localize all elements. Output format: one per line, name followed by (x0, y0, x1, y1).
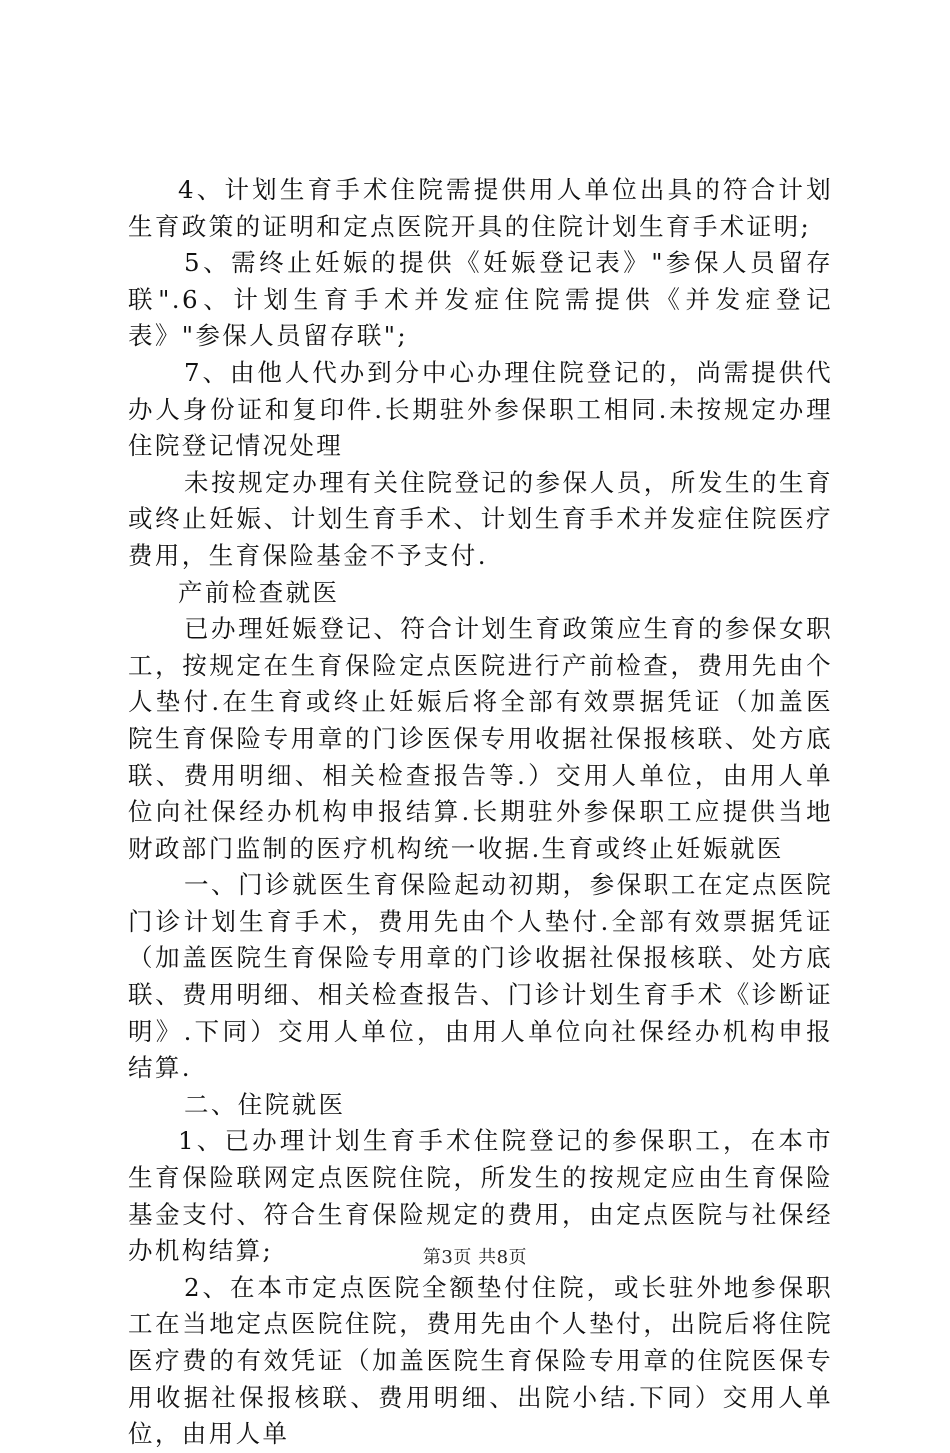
section-heading-inpatient: 二、住院就医 (184, 1089, 346, 1119)
paragraph-outpatient: 一、门诊就医生育保险起动初期，参保职工在定点医院门诊计划生育手术，费用先由个人垫付.全部有效票据凭证（加盖医院生育保险专用章的门诊收据社保报核联、处方底联、费用明细、相关检查报告、门诊计划生育手术《诊断证明》.下同）交用人单位，由用人单位向社保经办机构申报结算. (128, 870, 833, 1083)
paragraph-item-7: 7、由他人代办到分中心办理住院登记的，尚需提供代办人身份证和复印件.长期驻外参保职工相同.未按规定办理住院登记情况处理 (128, 357, 833, 461)
section-heading-prenatal: 产前检查就医 (178, 577, 340, 607)
paragraph-inpatient-1: 1、已办理计划生育手术住院登记的参保职工，在本市生育保险联网定点医院住院，所发生的按规定应由生育保险基金支付、符合生育保险规定的费用，由定点医院与社保经办机构结算; (128, 1126, 833, 1266)
paragraph-unregistered-handling: 未按规定办理有关住院登记的参保人员，所发生的生育或终止妊娠、计划生育手术、计划生育手术并发症住院医疗费用，生育保险基金不予支付. (128, 467, 833, 570)
page-number-footer: 第3页 共8页 (422, 1247, 528, 1268)
paragraph-item-4: 4、计划生育手术住院需提供用人单位出具的符合计划生育政策的证明和定点医院开具的住院计划生育手术证明; (128, 175, 833, 241)
paragraph-inpatient-2: 2、在本市定点医院全额垫付住院，或长驻外地参保职工在当地定点医院住院，费用先由个人垫付，出院后将住院医疗费的有效凭证（加盖医院生育保险专用章的住院医保专用收据社保报核联、费用明细、出院小结.下同）交用人单位，由用人单 (128, 1272, 833, 1449)
paragraph-item-5-6: 5、需终止妊娠的提供《妊娠登记表》"参保人员留存联".6、计划生育手术并发症住院需提供《并发症登记表》"参保人员留存联"; (128, 248, 833, 351)
paragraph-prenatal: 已办理妊娠登记、符合计划生育政策应生育的参保女职工，按规定在生育保险定点医院进行产前检查，费用先由个人垫付.在生育或终止妊娠后将全部有效票据凭证（加盖医院生育保险专用章的门诊医保专用收据社保报核联、处方底联、费用明细、相关检查报告等.）交用人单位，由用人单位向社保经办机构申报结算.长期驻外参保职工应提供当地财政部门监制的医疗机构统一收据.生育或终止妊娠就医 (128, 614, 833, 863)
